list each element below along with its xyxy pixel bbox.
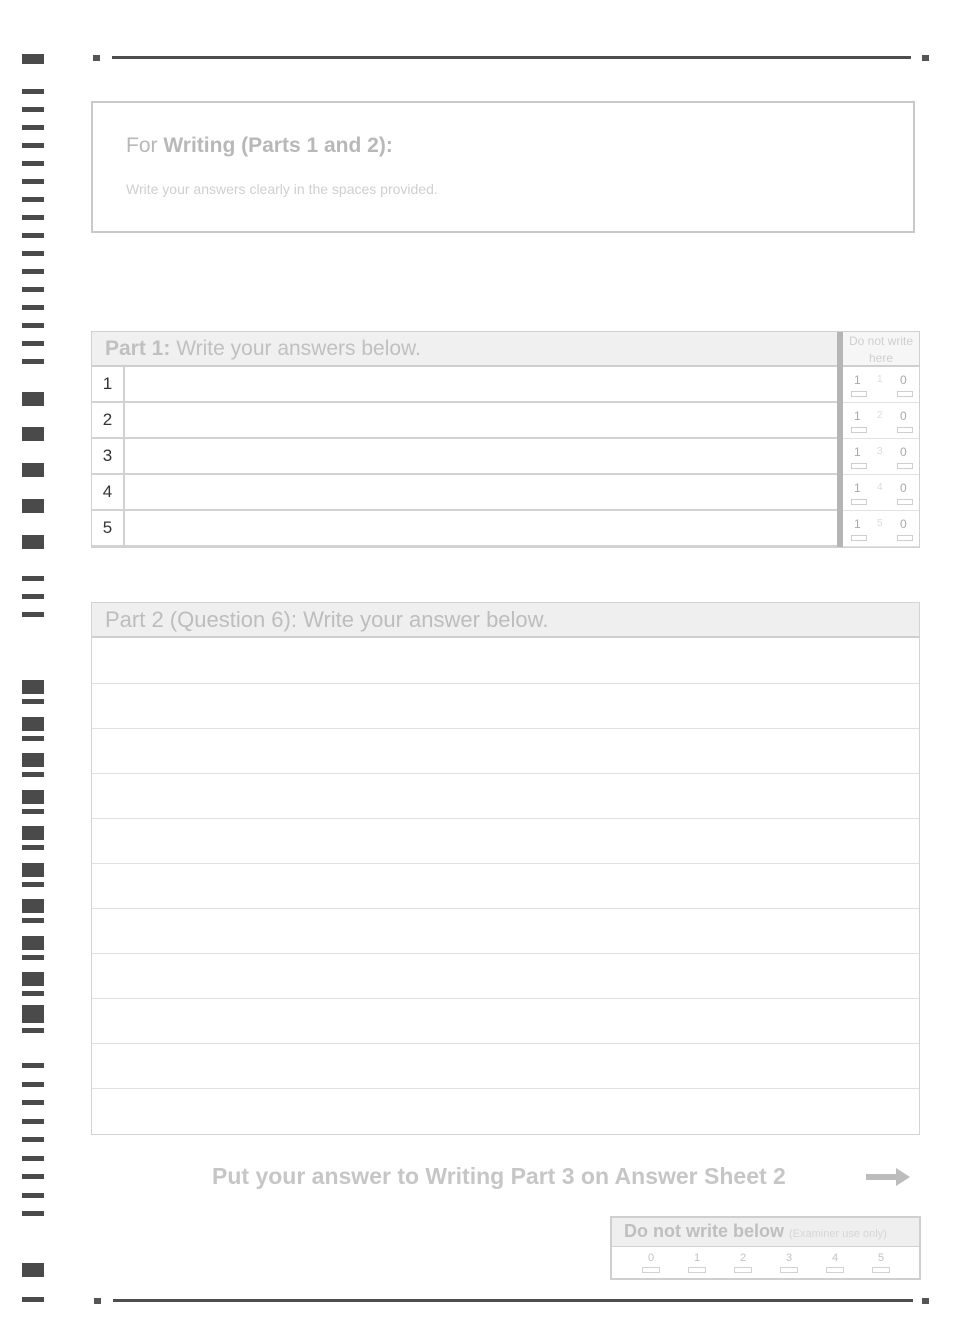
timing-mark (22, 392, 44, 406)
mark-label: 0 (900, 409, 907, 423)
instruction-subtitle: Write your answers clearly in the spaces provided. (126, 181, 438, 197)
mark-box[interactable] (851, 535, 867, 541)
score-option[interactable] (825, 1252, 845, 1273)
mark-label: 0 (900, 517, 907, 531)
timing-mark (22, 1005, 44, 1019)
marking-cell (843, 439, 919, 475)
score-label: 3 (785, 1252, 793, 1264)
answer-row (92, 403, 837, 439)
marking-cell (843, 403, 919, 439)
top-rule (112, 56, 911, 59)
mark-label: 0 (900, 481, 907, 495)
part1-heading: Part 1: Write your answers below. (92, 332, 837, 367)
mark-box[interactable] (897, 499, 913, 505)
writing-line (92, 728, 919, 729)
score-box[interactable] (688, 1267, 706, 1273)
timing-mark (22, 753, 44, 767)
writing-line (92, 818, 919, 819)
timing-mark (22, 936, 44, 950)
timing-mark (22, 1211, 44, 1216)
timing-mark (22, 699, 44, 704)
instruction-box (91, 101, 915, 233)
timing-mark (22, 1137, 44, 1142)
timing-mark (22, 899, 44, 913)
instruction-title: For Writing (Parts 1 and 2): (126, 134, 393, 157)
timing-mark (22, 918, 44, 923)
timing-mark (22, 991, 44, 996)
timing-mark (22, 1028, 44, 1033)
marking-cell (843, 367, 919, 403)
mark-label: 5 (877, 518, 883, 529)
answer-field[interactable] (127, 403, 837, 437)
timing-mark (22, 736, 44, 741)
timing-mark (22, 463, 44, 477)
score-box[interactable] (734, 1267, 752, 1273)
mark-box[interactable] (851, 391, 867, 397)
answer-row (92, 367, 837, 403)
question-number: 2 (92, 403, 125, 437)
timing-mark (22, 161, 44, 166)
answer-row (92, 511, 837, 547)
mark-label: 1 (854, 445, 861, 459)
question-number: 1 (92, 367, 125, 401)
timing-mark (22, 54, 44, 64)
question-number: 4 (92, 475, 125, 509)
part3-instruction: Put your answer to Writing Part 3 on Answer Sheet 2 (212, 1163, 786, 1189)
score-box[interactable] (872, 1267, 890, 1273)
score-option[interactable] (641, 1252, 661, 1273)
mark-box[interactable] (897, 535, 913, 541)
timing-mark (22, 1063, 44, 1068)
marking-cell (843, 511, 919, 547)
mark-label: 1 (854, 481, 861, 495)
timing-mark (22, 790, 44, 804)
mark-label: 2 (877, 410, 883, 421)
timing-mark (22, 341, 44, 346)
timing-mark (22, 251, 44, 256)
timing-mark (22, 1156, 44, 1161)
timing-mark (22, 1263, 44, 1277)
question-number: 3 (92, 439, 125, 473)
question-number: 5 (92, 511, 125, 545)
score-box[interactable] (642, 1267, 660, 1273)
answer-field[interactable] (127, 367, 837, 401)
timing-mark (22, 287, 44, 292)
examiner-box (610, 1216, 921, 1280)
timing-mark (22, 269, 44, 274)
timing-mark (22, 323, 44, 328)
timing-mark (22, 576, 44, 581)
timing-mark (22, 1100, 44, 1105)
mark-label: 4 (877, 482, 883, 493)
mark-box[interactable] (851, 463, 867, 469)
timing-mark (22, 972, 44, 986)
writing-line (92, 863, 919, 864)
timing-mark (22, 1174, 44, 1179)
score-box[interactable] (780, 1267, 798, 1273)
corner-mark (94, 1298, 101, 1304)
part2-heading: Part 2 (Question 6): Write your answer below. (92, 603, 919, 638)
mark-label: 1 (877, 374, 883, 385)
do-not-write-label: Do not write here (843, 332, 919, 367)
score-label: 1 (693, 1252, 701, 1264)
corner-mark (93, 55, 100, 61)
timing-mark (22, 1119, 44, 1124)
examiner-heading: Do not write below (Examiner use only) (612, 1218, 919, 1247)
score-option[interactable] (687, 1252, 707, 1273)
answer-field[interactable] (127, 511, 837, 545)
mark-box[interactable] (897, 427, 913, 433)
writing-line (92, 683, 919, 684)
timing-mark (22, 1082, 44, 1087)
score-label: 4 (831, 1252, 839, 1264)
mark-label: 3 (877, 446, 883, 457)
writing-line (92, 998, 919, 999)
score-option[interactable] (779, 1252, 799, 1273)
bottom-rule (113, 1299, 913, 1302)
right-arrow-icon (866, 1168, 910, 1186)
timing-mark (22, 215, 44, 220)
score-label: 5 (877, 1252, 885, 1264)
mark-box[interactable] (897, 391, 913, 397)
timing-mark (22, 612, 44, 617)
mark-label: 1 (854, 373, 861, 387)
timing-mark (22, 107, 44, 112)
timing-mark (22, 955, 44, 960)
timing-mark (22, 772, 44, 777)
timing-mark (22, 845, 44, 850)
writing-line (92, 1043, 919, 1044)
mark-box[interactable] (851, 427, 867, 433)
mark-label: 1 (854, 517, 861, 531)
answer-row (92, 475, 837, 511)
score-option[interactable] (733, 1252, 753, 1273)
timing-mark (22, 125, 44, 130)
marking-cell (843, 475, 919, 511)
timing-mark (22, 535, 44, 549)
timing-mark (22, 427, 44, 441)
timing-mark (22, 717, 44, 731)
timing-mark (22, 1193, 44, 1198)
part1-table (91, 331, 920, 548)
timing-mark (22, 197, 44, 202)
timing-mark (22, 594, 44, 599)
writing-line (92, 953, 919, 954)
timing-mark (22, 359, 44, 364)
answer-field[interactable] (127, 475, 837, 509)
timing-mark (22, 680, 44, 694)
writing-line (92, 773, 919, 774)
score-option[interactable] (871, 1252, 891, 1273)
corner-mark (922, 55, 929, 61)
answer-field[interactable] (127, 439, 837, 473)
mark-label: 0 (900, 373, 907, 387)
score-box[interactable] (826, 1267, 844, 1273)
mark-label: 0 (900, 445, 907, 459)
timing-mark (22, 233, 44, 238)
timing-mark (22, 809, 44, 814)
score-label: 0 (647, 1252, 655, 1264)
timing-mark (22, 882, 44, 887)
answer-row (92, 439, 837, 475)
timing-mark (22, 499, 44, 513)
mark-box[interactable] (851, 499, 867, 505)
timing-mark (22, 305, 44, 310)
mark-label: 1 (854, 409, 861, 423)
part2-answer-area[interactable] (91, 602, 920, 1135)
timing-mark (22, 143, 44, 148)
timing-mark (22, 826, 44, 840)
writing-line (92, 908, 919, 909)
timing-mark (22, 863, 44, 877)
corner-mark (922, 1298, 929, 1304)
writing-line (92, 1088, 919, 1089)
score-label: 2 (739, 1252, 747, 1264)
timing-mark (22, 179, 44, 184)
timing-mark (22, 89, 44, 94)
timing-mark (22, 1297, 44, 1302)
mark-box[interactable] (897, 463, 913, 469)
